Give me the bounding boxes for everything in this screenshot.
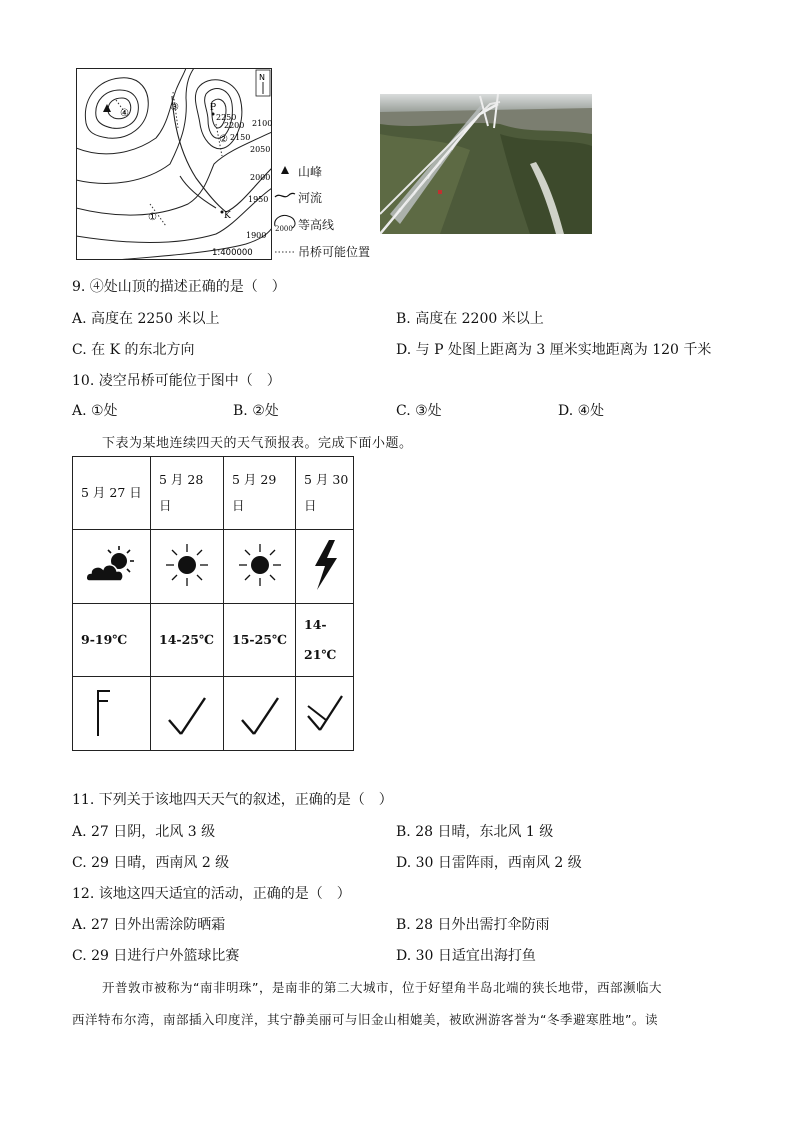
q10-option-c[interactable]: C. ③处 [396, 403, 442, 419]
legend-peak [272, 162, 322, 180]
q9-option-a[interactable]: A. 高度在 2250 米以上 [72, 311, 220, 327]
q9-option-d[interactable]: D. 与 P 处图上距离为 3 厘米实地距离为 120 千米 [396, 342, 712, 358]
weather-forecast-table [72, 456, 354, 751]
temperature-cell [296, 604, 354, 677]
q11-stem: 11. 下列关于该地四天天气的叙述，正确的是（ ） [72, 792, 393, 808]
wind-cell [224, 677, 296, 751]
peak-icon [272, 164, 298, 178]
date-text: 5 月 27 日 [81, 485, 142, 500]
temperature-text: 15-25℃ [232, 632, 287, 647]
label-P: P [210, 103, 217, 113]
date-cell [73, 457, 151, 530]
elevation-2100: 2100 [252, 119, 272, 128]
icon-row [73, 530, 354, 604]
temperature-cell [151, 604, 224, 677]
legend-river-label: 河流 [298, 190, 323, 205]
weather-icon-cell [296, 530, 354, 604]
elevation-2250: 2250 [216, 113, 237, 122]
label-circle2: ② [219, 134, 228, 145]
legend-contour-sample: 2000 [275, 225, 293, 233]
date-text: 5 月 29 [232, 472, 277, 487]
dotted-line-icon [272, 244, 298, 258]
weather-intro: 下表为某地连续四天的天气预报表。完成下面小题。 [102, 436, 413, 451]
contour-icon [272, 212, 298, 236]
contour-line [96, 90, 139, 128]
q12-option-a[interactable]: A. 27 日外出需涂防晒霜 [72, 917, 226, 933]
date-cell [151, 457, 224, 530]
q11-option-c[interactable]: C. 29 日晴，西南风 2 级 [72, 855, 230, 871]
label-circle3: ③ [170, 102, 179, 113]
weather-icon-cell [73, 530, 151, 604]
suspension-bridge-photo [380, 94, 592, 234]
wind-cell [151, 677, 224, 751]
q9-stem: 9. ④处山顶的描述正确的是（ ） [72, 279, 286, 295]
peak-icon [103, 104, 111, 112]
temperature-text: 9-19℃ [81, 632, 128, 647]
label-K: K [224, 211, 231, 221]
map-scale: 1:400000 [212, 248, 253, 258]
q10-stem: 10. 凌空吊桥可能位于图中（ ） [72, 373, 281, 389]
date-row [73, 457, 354, 530]
point-K-marker [221, 211, 224, 214]
elevation-2050: 2050 [250, 145, 271, 154]
q11-option-d[interactable]: D. 30 日雷阵雨，西南风 2 级 [396, 855, 582, 871]
q12-option-d[interactable]: D. 30 日适宜出海打鱼 [396, 948, 536, 964]
sunny-icon [162, 540, 212, 590]
point-P-marker [212, 113, 215, 116]
temperature-cell [73, 604, 151, 677]
elevation-1900: 1900 [246, 231, 267, 240]
q12-option-c[interactable]: C. 29 日进行户外篮球比赛 [72, 948, 240, 964]
partly-cloudy-icon [83, 543, 141, 587]
q10-option-b[interactable]: B. ②处 [233, 403, 279, 419]
map-legend [272, 160, 382, 264]
elevation-2150: 2150 [230, 133, 251, 142]
legend-contour [272, 212, 334, 236]
label-circle1: ① [148, 212, 157, 223]
contour-line [76, 188, 272, 243]
wind-cell [296, 677, 354, 751]
legend-bridge-label: 吊桥可能位置 [298, 244, 371, 259]
temperature-cell [224, 604, 296, 677]
elevation-1950: 1950 [248, 195, 269, 204]
q11-option-b[interactable]: B. 28 日晴，东北风 1 级 [396, 824, 554, 840]
date-text: 日 [304, 498, 317, 513]
q12-stem: 12. 该地这四天适宜的活动，正确的是（ ） [72, 886, 351, 902]
passage-line-2: 西洋特布尔湾，南部插入印度洋，其宁静美丽可与旧金山相媲美，被欧洲游客誉为“冬季避寒胜地”。读 [72, 1012, 658, 1027]
southwest-wind-level-1-icon [230, 682, 290, 742]
southwest-wind-level-2-icon [300, 682, 350, 742]
temperature-text: 21℃ [304, 647, 337, 662]
passage-line-1: 开普敦市被称为“南非明珠”，是南非的第二大城市，位于好望角半岛北端的狭长地带，西部濒临大 [102, 980, 662, 995]
wind-cell [73, 677, 151, 751]
q9-option-b[interactable]: B. 高度在 2200 米以上 [396, 311, 544, 327]
label-circle4: ④ [120, 108, 129, 119]
southwest-wind-level-1-icon [157, 682, 217, 742]
legend-river [272, 188, 322, 206]
sunny-icon [235, 540, 285, 590]
date-text: 日 [159, 498, 172, 513]
weather-icon-cell [224, 530, 296, 604]
temperature-text: 14-25℃ [159, 632, 214, 647]
legend-peak-label: 山峰 [298, 164, 323, 179]
elevation-2200: 2200 [224, 121, 245, 130]
wind-row [73, 677, 354, 751]
north-label: N [259, 73, 265, 82]
date-text: 5 月 28 [159, 472, 204, 487]
north-wind-level-3-icon [82, 682, 142, 742]
contour-line [76, 132, 272, 215]
date-text: 5 月 30 [304, 472, 349, 487]
elevation-2000: 2000 [250, 173, 271, 182]
q9-option-c[interactable]: C. 在 K 的东北方向 [72, 342, 195, 358]
date-text: 日 [232, 498, 245, 513]
q12-option-b[interactable]: B. 28 日外出需打伞防雨 [396, 917, 550, 933]
temperature-row [73, 604, 354, 677]
date-cell [224, 457, 296, 530]
q11-option-a[interactable]: A. 27 日阴，北风 3 级 [72, 824, 216, 840]
q10-option-d[interactable]: D. ④处 [558, 403, 605, 419]
date-cell [296, 457, 354, 530]
thunderstorm-icon [305, 538, 345, 592]
legend-contour-label: 等高线 [298, 217, 335, 232]
river-icon [272, 190, 298, 204]
q10-option-a[interactable]: A. ①处 [72, 403, 118, 419]
topographic-map [76, 68, 272, 260]
temperature-text: 14- [304, 617, 327, 632]
legend-bridge [272, 242, 370, 260]
weather-icon-cell [151, 530, 224, 604]
